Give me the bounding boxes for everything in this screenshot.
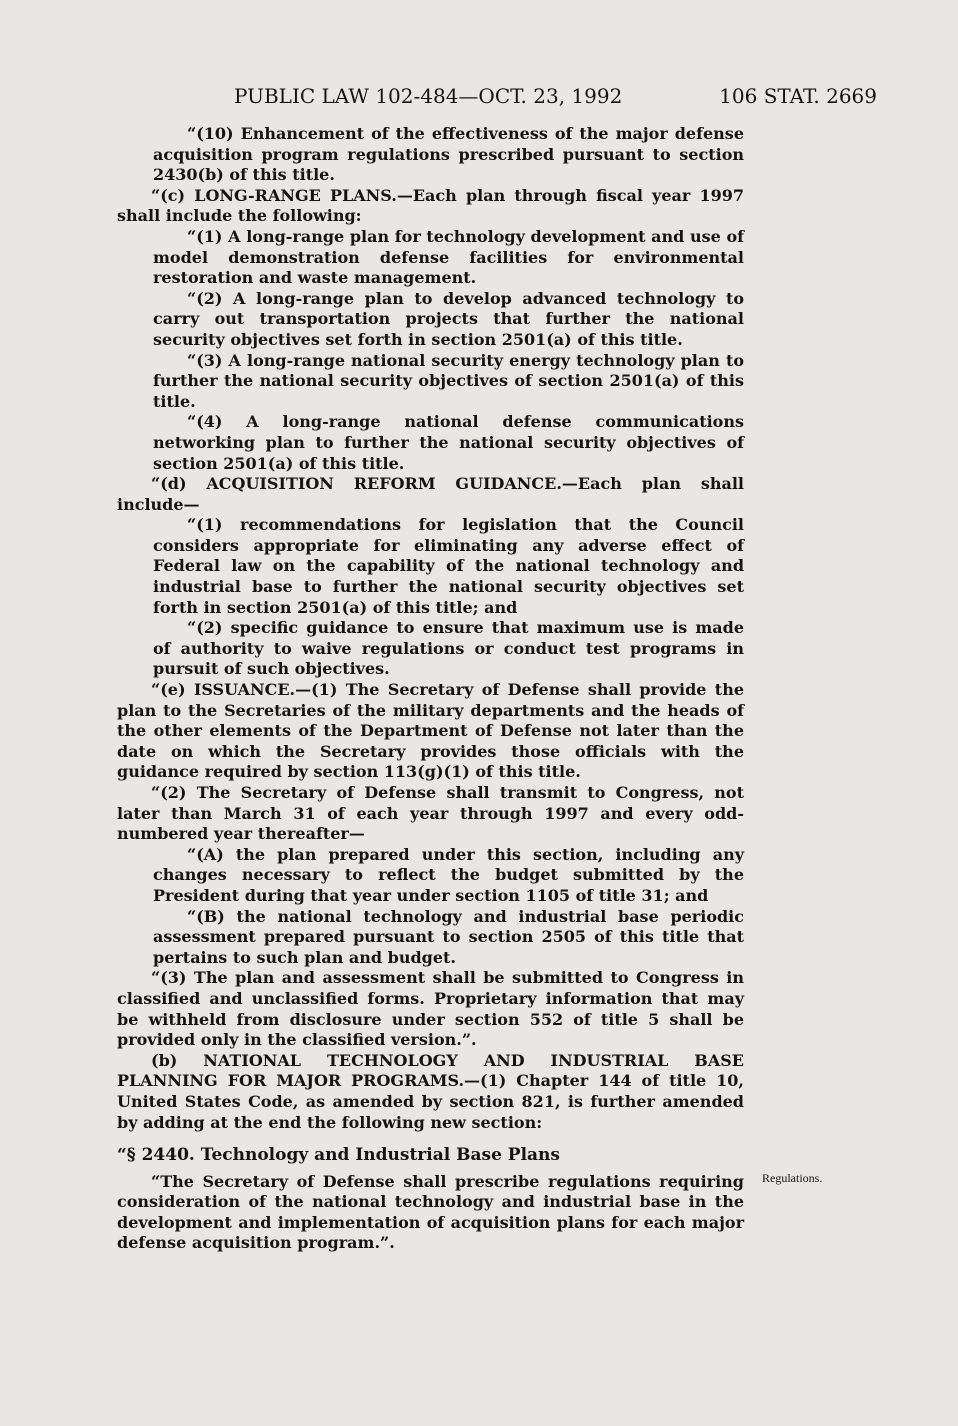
paragraph: “(B) the national technology and industrial base periodic assessment prepared pursuant to section 2505 of this title that pertains to such plan and budget. [153,906,744,967]
law-citation: PUBLIC LAW 102-484—OCT. 23, 1992 [234,84,623,108]
paragraph: “(e) ISSUANCE.—(1) The Secretary of Defense shall provide the plan to the Secretaries of the military departments and the heads of the other elements of the Department of Defense not later than the date on which the Secretary provides those officials with the guidance required by section 113(g)(1) of this title. [117,680,744,782]
paragraph: “(2) specific guidance to ensure that maximum use is made of authority to waive regulations or conduct test programs in pursuit of such objectives. [153,618,744,679]
paragraph: “(1) recommendations for legislation that the Council considers appropriate for eliminating any adverse effect of Federal law on the capability of the national technology and industrial base to further the national security objectives set forth in section 2501(a) of this title; and [153,515,744,617]
paragraph: “(A) the plan prepared under this section, including any changes necessary to reflect the budget submitted by the President during that year under section 1105 of title 31; and [153,844,744,905]
paragraph: (b) NATIONAL TECHNOLOGY AND INDUSTRIAL BASE PLANNING FOR MAJOR PROGRAMS.—(1) Chapter 144 of title 10, United States Code, as amended by section 821, is further amended by adding at the end the following new section: [117,1050,744,1132]
paragraph: “(2) The Secretary of Defense shall transmit to Congress, not later than March 31 of each year through 1997 and every odd-numbered year thereafter— [117,783,744,844]
paragraph: “(3) The plan and assessment shall be submitted to Congress in classified and unclassified forms. Proprietary information that may be withheld from disclosure under section 552 of title 5 shall be provided only in the classified version.”. [117,968,744,1050]
paragraph: “(10) Enhancement of the effectiveness of the major defense acquisition program regulations prescribed pursuant to section 2430(b) of this title. [153,124,744,185]
paragraph: “(1) A long-range plan for technology development and use of model demonstration defense facilities for environmental restoration and waste management. [153,226,744,288]
paragraph: “(c) LONG-RANGE PLANS.—Each plan through fiscal year 1997 shall include the following: [117,185,744,226]
stat-number: 106 STAT. 2669 [719,84,877,108]
paragraph: “(2) A long-range plan to develop advanced technology to carry out transportation projects that further the national security objectives set forth in section 2501(a) of this title. [153,288,744,349]
margin-note: Regulations. [762,1171,823,1185]
page-header [117,84,877,114]
paragraph: “(3) A long-range national security energy technology plan to further the national security objectives of section 2501(a) of this title. [153,350,744,411]
paragraph: “The Secretary of Defense shall prescribe regulations requiring consideration of the national technology and industrial base in the development and implementation of acquisition plans for each major defense acquisition program.”. [117,1171,744,1253]
document-body [117,124,744,1254]
section-heading: “§ 2440. Technology and Industrial Base Plans [117,1145,560,1166]
paragraph: “(4) A long-range national defense communications networking plan to further the national security objectives of section 2501(a) of this title. [153,412,744,473]
paragraph: “(d) ACQUISITION REFORM GUIDANCE.—Each plan shall include— [117,474,744,514]
